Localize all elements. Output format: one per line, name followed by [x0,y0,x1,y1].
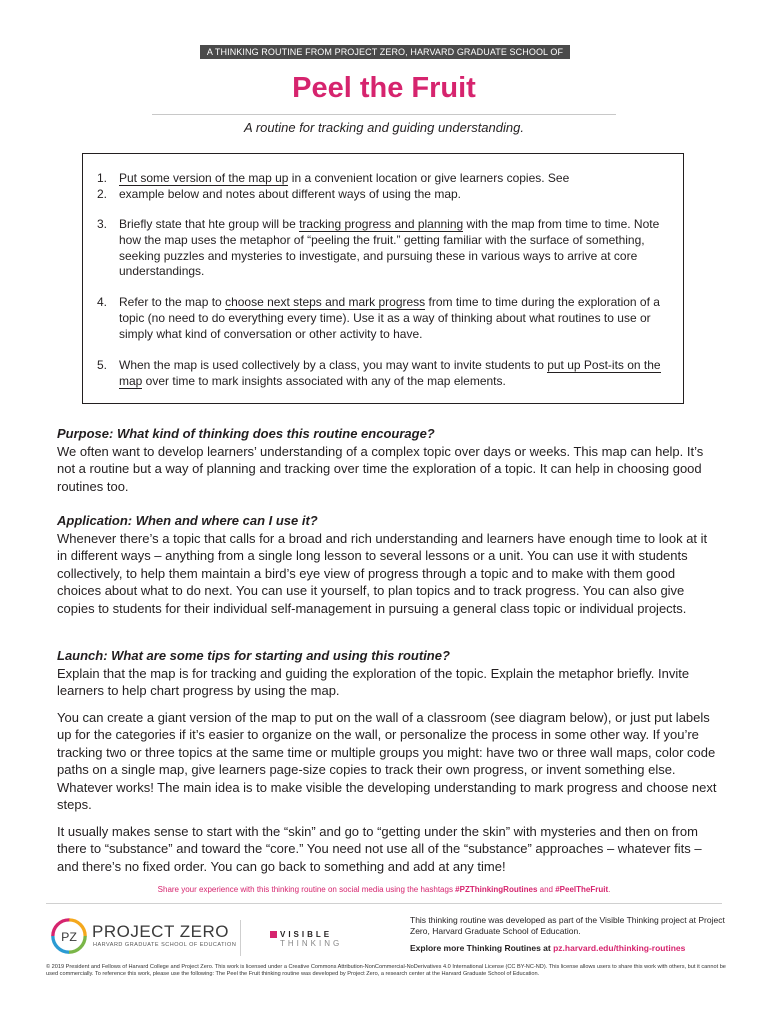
project-zero-logo-icon [50,917,88,955]
footer-vertical-divider [240,920,241,956]
step-2 [97,187,667,203]
copyright-notice: © 2019 President and Fellows of Harvard College and Project Zero. This work is licensed under a Creative Commons Attribution-NonCommercial-NoDerivatives 4.0 International License (CC BY-NC-ND). This license allows users to share this work with others, but it cannot be used commercially. To reference this work, please use the following: The Peel the Fruit thinking routine was developed by Project Zero, a research center at the Harvard Graduate School of Education. [46,964,726,978]
visible-thinking-mark-icon [270,931,277,938]
step-number: 1. [97,171,108,185]
purpose-section [57,425,717,495]
hashtag-pz[interactable]: #PZThinkingRoutines [455,885,538,894]
step-text: over time to mark insights associated with any of the map elements. [142,373,506,388]
step-number: 4. [97,295,108,309]
steps-box [82,153,684,404]
title-divider [152,114,616,115]
step-number: 5. [97,358,108,372]
purpose-heading: Purpose: What kind of thinking does this routine encourage? [57,426,435,441]
application-section [57,512,717,617]
share-and: and [537,885,556,894]
visible-thinking-top: VISIBLE [280,930,333,939]
step-text: Refer to the map to [119,295,226,309]
page-subtitle: A routine for tracking and guiding understanding. [244,120,524,135]
step-link: choose next steps and mark progress [225,295,426,309]
header-banner: A THINKING ROUTINE FROM PROJECT ZERO, HARVARD GRADUATE SCHOOL OF EDUCATION [200,45,570,59]
hashtag-peel[interactable]: #PeelTheFruit [555,885,609,894]
launch-heading: Launch: What are some tips for starting and using this routine? [57,648,450,663]
application-text: Whenever there’s a topic that calls for a broad and rich understanding and learners have enough time to look at it in different ways – anything from a single long lesson to several lessons or a unit. You can use it with students collectively, to help them maintain a bird’s eye view of progress through a topic and to make with them good choices about what to do next. You can use it yourself, to plan topics and to track progress. You can also give copies to students for their individual self-management in pursuing a general class topic or individual projects. [57,530,708,616]
step-text: from time to time during the exploration of a topic (no need to do everything every time). Use it as a way of thinking about what routines to use or simply what kind of conversation or other activity to have. [119,295,660,341]
step-4 [97,295,667,342]
share-text: Share your experience with this thinking routine on social media using the hashtags [157,885,456,894]
application-heading: Application: When and where can I use it? [57,513,318,528]
visible-thinking-logo [270,930,355,950]
step-5 [97,358,667,390]
step-number: 3. [97,217,108,231]
launch-text-2: You can create a giant version of the map to put on the wall of a classroom (see diagram below), or just put labels up for the categories if it’s easier to organize on the wall, or personalize the process in some other way. If you’re tracking two or three topics at the same time or multiple groups you might: have two or three wall maps, color code paths on a single map, give learners page-size copies to track their own progress, or invent something else. Whatever works! The main idea is to make visible the developing understanding to mark progress and choose next steps. [57,709,717,812]
step-text: with the map from time to time. Note how the map uses the metaphor of “peeling the fruit.” getting familiar with the surface of something, seeking puzzles and mysteries to investigate, and pursuing these in various ways to arrive at core understandings. [119,217,660,279]
step-link: put up Post-its on the map [119,358,661,388]
step-number: 2. [97,187,108,201]
step-text: in a convenient location or give learners copies. See [288,171,570,185]
project-zero-subtitle: HARVARD GRADUATE SCHOOL OF EDUCATION [93,942,237,948]
step-1 [97,171,667,187]
launch-text-1: Explain that the map is for tracking and guiding the exploration of the topic. Explain the metaphor briefly. Invite learners to help chart progress by using the map. [57,665,690,698]
footer-divider [46,903,722,904]
step-text: When the map is used collectively by a class, you may want to invite students to [119,358,548,372]
visible-thinking-bottom: THINKING [280,939,343,948]
step-link: Put some version of the map up [119,171,289,185]
share-end: . [608,885,611,894]
share-line [0,885,768,894]
explore-link[interactable]: pz.harvard.edu/thinking-routines [553,943,686,953]
launch-text-3: It usually makes sense to start with the “skin” and go to “getting under the skin” with mysteries and then on from there to “substance” and toward the “core.” You need not use all of the “substance” approaches – whatever fits – and there’s no fixed order. You can go back to something and add at any time! [57,823,702,874]
explore-line [410,943,730,953]
pz-badge: PZ [61,929,77,944]
step-3 [97,217,667,280]
step-link: tracking progress and planning [299,217,464,231]
launch-section [57,647,717,875]
page-title: Peel the Fruit [292,72,476,104]
project-zero-name: PROJECT ZERO [92,922,229,941]
step-text: Briefly state that hte group will be [119,217,300,231]
developed-note: This thinking routine was developed as part of the Visible Thinking project at Project Zero, Harvard Graduate School of Education. [410,915,725,936]
explore-label: Explore more Thinking Routines at [410,943,554,953]
purpose-text: We often want to develop learners’ understanding of a complex topic over days or weeks. This map can help. It’s not a routine but a way of planning and tracking over time the exploration of a topic. It can help in choosing good routines too. [57,443,704,494]
step-text: example below and notes about different ways of using the map. [119,187,461,201]
